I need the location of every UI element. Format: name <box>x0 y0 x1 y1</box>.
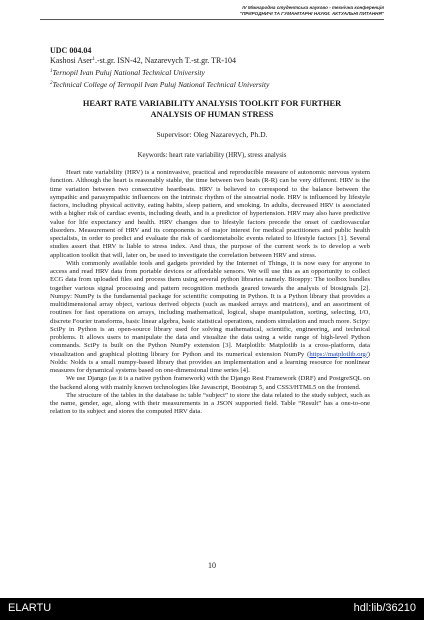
page-number: 10 <box>208 561 216 570</box>
udc-code: UDC 004.04 <box>50 46 92 55</box>
paragraph-tools <box>50 260 370 376</box>
paragraph-tools-text-end: ) Nolds: Nolds is a small numpy-based library that provides an implementation and a learning resource for nonlinear measures for dynamical systems based on one-dimensional time series [4]. <box>50 350 370 374</box>
author-1-superscript: 1 <box>92 57 95 62</box>
paper-title-line-1: HEART RATE VARIABILITY ANALYSIS TOOLKIT FOR FURTHER <box>82 99 342 108</box>
affiliation-2-superscript: 2 <box>50 81 53 86</box>
affiliation-1 <box>50 68 205 77</box>
author-1-name: Kashosi Aser <box>50 56 93 65</box>
author-line <box>50 56 236 65</box>
paper-title-line-2: ANALYSIS OF HUMAN STRESS <box>150 110 274 119</box>
header-divider <box>40 19 384 20</box>
keywords-line: Keywords: heart rate variability (HRV), stress analysis <box>137 152 287 159</box>
body-text <box>50 169 370 417</box>
paper-title <box>50 98 374 120</box>
paragraph-tools-text: With commonly available tools and gadgets provided by the Internet of Things, it is now easy for anyone to access and read HRV data from portable devices or affordable sensors. We will use this as an opportunity to collect ECG data from uploaded files and process them using several python libraries namely. Biosppy: The toolbox bundles together various signal processing and pattern recognition methods geared towards the analysis of biosignals [2]. Numpy: NumPy is the fundamental package for scientific computing in Python. It is a Python library that provides a multidimensional array object, various derived objects (such as masked arrays and matrices), and an assortment of routines for fast operations on arrays, including mathematical, logical, shape manipulation, sorting, selecting, I/O, discrete Fourier transforms, basic linear algebra, basic statistical operations, random simulation and much more. Scipy: SciPy in Python is an open-source library used for solving mathematical, scientific, engineering, and technical problems. It allows users to manipulate the data and visualize the data using a wide range of high-level Python commands. SciPy is built on the Python NumPy extension [3]. Matplotlib: Matplotlib is a cross-platform, data visualization and graphical plotting library for Python and its numerical extension NumPy ( <box>50 259 370 358</box>
affiliation-2 <box>50 80 269 89</box>
repository-footer-bar <box>0 598 424 620</box>
paragraph-intro: Heart rate variability (HRV) is a noninvasive, practical and reproducible measure of autonomic nervous system function. Although the heart is reasonably stable, the time between two beats (R-R) can be very different. HRV is the time variation between two consecutive heartbeats. HRV is believed to correspond to the balance between the sympathic and parasympathic influences on the intrinsic rhythm of the sinoatrial node. HRV is influenced by lifestyle factors, including physical activity, eating habits, sleep pattern, and smoking. In adults, decreased HRV is associated with a higher risk of cardiac events, including death, and is a predictor of hypertension. HRV may also have predictive value for life expectancy and health. HRV changes due to lifestyle factors precede the onset of cardiovascular disorders. Measurement of HRV and its components is of major interest for medical practitioners and public health specialists, in order to predict and evaluate the risk of cardiometabolic events related to lifestyle factors [1]. Several studies assert that HRV is liable to stress index. And thus, the purpose of the current work is to develop a web application toolkit that will, later on, be used to investigate the correlation between HRV and stress. <box>50 169 370 259</box>
conference-header-line-1: IV Міжнародна студентська науково - технічна конференція <box>242 5 384 10</box>
affiliation-1-superscript: 1 <box>50 69 53 74</box>
repository-name: ELARTU <box>8 602 52 614</box>
conference-header <box>40 5 384 17</box>
handle-identifier: hdl:lib/36210 <box>353 602 416 614</box>
affiliation-1-text: Ternopil Ivan Puluj National Technical University <box>52 68 205 77</box>
paragraph-stack: We use Django (as it is a native python framework) with the Django Rest Framework (DRF) and PostgreSQL on the backend along with mainly known technologies like Javascript, Bootstrap 5, and CSS3/HTML5 on the frontend. <box>50 375 370 391</box>
author-details: .-st.gr. ISN-42, Nazarevych T.-st.gr. TR-104 <box>94 56 237 65</box>
matplotlib-link[interactable]: https://matplotlib.org/ <box>309 350 368 358</box>
conference-header-line-2: "ПРИРОДНИЧІ ТА ГУМАНІТАРНІ НАУКИ. АКТУАЛЬНІ ПИТАННЯ" <box>239 10 384 16</box>
affiliation-2-text: Technical College of Ternopil Ivan Puluj National Technical University <box>52 80 270 89</box>
supervisor-line: Supervisor: Oleg Nazarevych, Ph.D. <box>156 130 268 139</box>
paragraph-database: The structure of the tables in the database is: table “subject” to store the data related to the study subject, such as the name, gender, age, along with their measurements in a JSON supported field. Table “Result” has a one-to-one relation to its subject and stores the computed HRV data. <box>50 391 370 416</box>
